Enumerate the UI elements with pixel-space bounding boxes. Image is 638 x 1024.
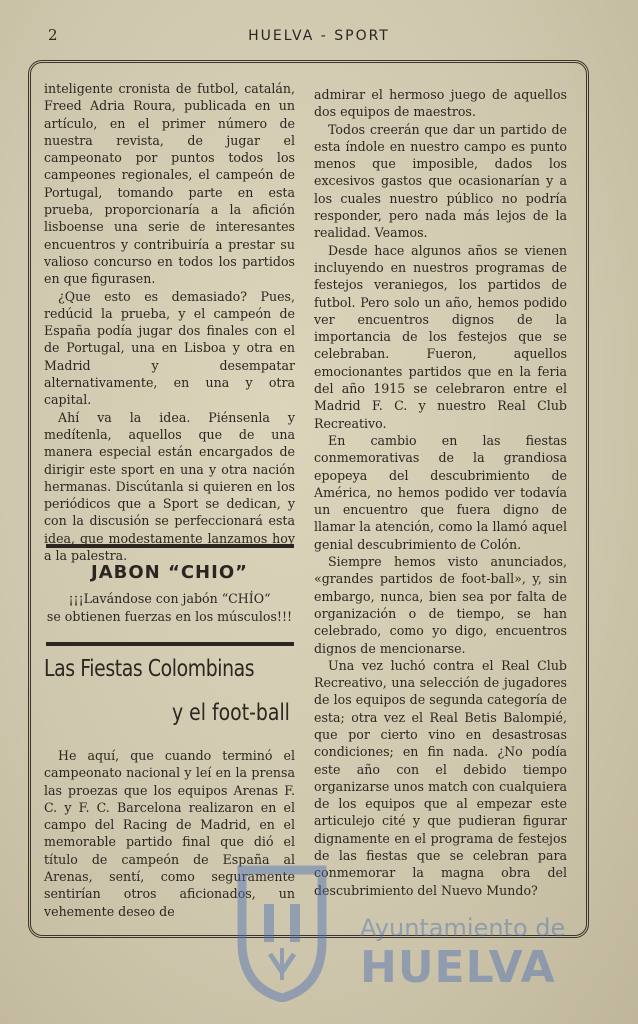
paragraph: ¿Que esto es demasiado? Pues, redúcid la prueba, y el campeón de España podía jugar dos finales con el de Portugal, una en Lisboa y otra en Madrid y desempatar alternativamente, en una y otra capital. [44, 288, 295, 408]
right-column-text [314, 86, 567, 899]
divider-rule [46, 642, 294, 646]
left-column-text [44, 80, 295, 564]
paragraph: admirar el hermoso juego de aquellos dos equipos de maestros. [314, 87, 567, 120]
paragraph: Desde hace algunos años se vienen incluyendo en nuestros programas de festejos veraniegos, los partidos de futbol. Pero solo un año, hemos podido ver encuentros dignos de la importancia de los festejos que se celebraban. Fueron, aquellos emocionantes partidos que en la feria del año 1915 se celebraron entre el Madrid F. C. y nuestro Real Club Recreativo. [314, 242, 567, 431]
ad-line: ¡¡¡Lavándose con jabón “CHÍO“ [68, 591, 271, 606]
article-title: Las Fiestas Colombinas [44, 656, 255, 682]
ad-title: JABON “CHIO” [91, 562, 248, 583]
paragraph: He aquí, que cuando terminó el campeonato nacional y leí en la prensa las proezas que los equipos Arenas F. C. y F. C. Barcelona realizaron en el campo del Racing de Madrid, en el memorable partido final que dió el título de campeón de España al Arenas, sentí, como seguramente sentirían otros aficionados, un vehemente deseo de [44, 748, 295, 919]
publication-title: HUELVA - SPORT [248, 28, 390, 44]
ad-body [44, 590, 295, 626]
divider-rule [46, 544, 294, 548]
ad-line: se obtienen fuerzas en los músculos!!! [46, 609, 293, 624]
paragraph: En cambio en las fiestas conmemorativas de la grandiosa epopeya del descubrimiento de América, no hemos podido ver todavía un encuentro que fuera digno de llamar la atención, como la llamó aquel genial descubrimiento de Colón. [314, 432, 567, 552]
watermark-line1: Ayuntamiento de [360, 914, 566, 942]
page-number: 2 [48, 26, 58, 44]
page-header [0, 24, 638, 50]
paragraph: Ahí va la idea. Piénsenla y medítenla, aquellos que de una manera especial están encargados de dirigir este sport en una y otra nación hermanas. Discútanla si quieren en los periódicos que a Sport se dedican, y con la discusión se perfeccionará esta idea, que modestamente lanzamos hoy a la palestra. [44, 409, 295, 564]
paragraph: Una vez luchó contra el Real Club Recreativo, una selección de jugadores de los equipos de segunda categoría de esta; otra vez el Real Betis Balompié, que por cierto vino en desastrosas condiciones; en fin nada. ¿No podía este año con el debido tiempo organizarse unos match con cualquiera de los equipos que al empezar este articulejo cité y que pudieran figurar dignamente en el programa de festejos de las fiestas que se celebran para conmemorar la magna obra del descubrimiento del Nuevo Mundo? [314, 657, 567, 898]
watermark-line2: HUELVA [360, 942, 556, 993]
article-subtitle: y el foot-ball [172, 700, 290, 726]
paragraph: inteligente cronista de futbol, catalán, Freed Adria Roura, publicada en un artículo, en el primer número de nuestra revista, de jugar el campeonato por puntos todos los campeones regionales, el campeón de Portugal, tomando parte en esta prueba, proporcionaría a la afición lisboense una serie de interesantes encuentros y contribuiría a prestar su valioso concurso en todos los partidos en que figurasen. [44, 81, 295, 287]
paragraph: Siempre hemos visto anunciados, «grandes partidos de foot-ball», y, sin embargo, nunca, bien sea por falta de organización o de tiempo, se han celebrado, como yo digo, encuentros dignos de mencionarse. [314, 554, 567, 656]
huelva-shield-icon [232, 862, 332, 1002]
paragraph: Todos creerán que dar un partido de esta índole en nuestro campo es punto menos que imposible, dados los excesivos gastos que ocasionarían y a los cuales nuestro público no podría responder, pero nada más lejos de la realidad. Veamos. [314, 121, 567, 241]
archive-watermark [232, 862, 592, 1012]
